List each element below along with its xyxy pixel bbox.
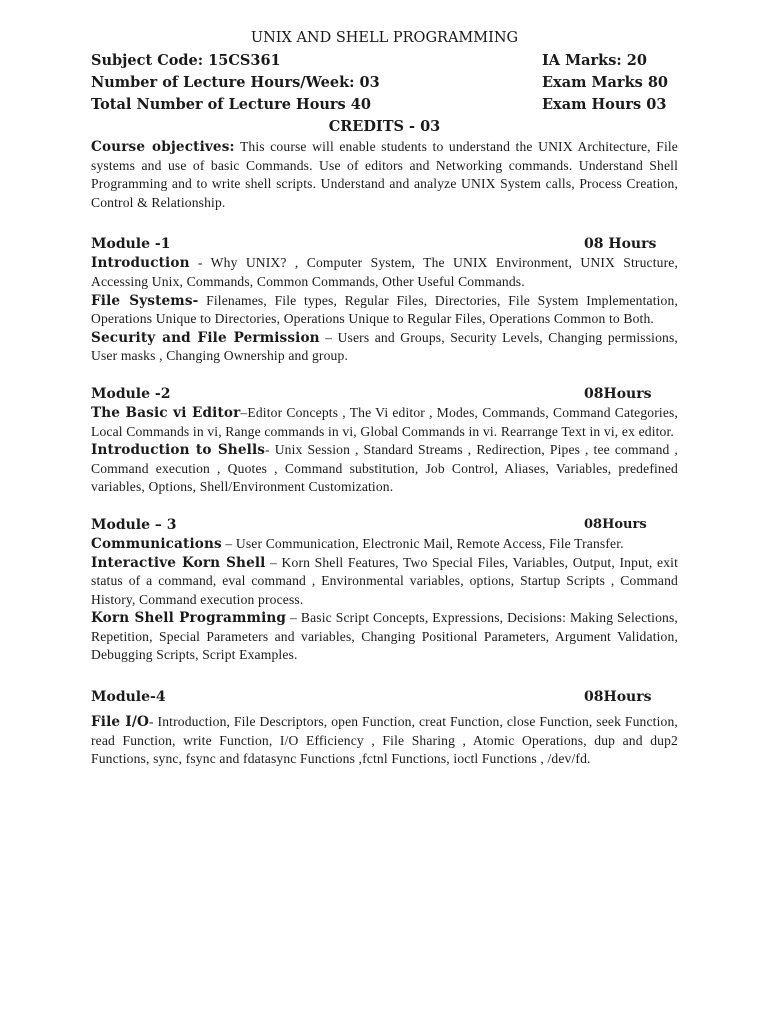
topic-text: – Basic Script Concepts, Expressions, Decisions: Making Selections, Repetition, Special Parameters and variables, Changing Positional Parameters, Argument Validation, Debugging Scripts, Script Examples. bbox=[91, 610, 678, 663]
topic-text: - Unix Session , Standard Streams , Redirection, Pipes , tee command , Command execution , Quotes , Command substitution, Job Control, Aliases, Variables, predefined variables, Options, Shell/Environment Customization. bbox=[91, 442, 678, 495]
subject-code-row bbox=[91, 50, 678, 72]
subject-code: Subject Code: 15CS361 bbox=[91, 52, 281, 69]
lecture-hours-week: Number of Lecture Hours/Week: 03 bbox=[91, 74, 380, 91]
objectives-text: This course will enable students to understand the UNIX Architecture, File systems and use of basic Commands. Use of editors and Networking commands. Understand Shell Programming and to write shell scripts. Understand and analyze UNIX System calls, Process Creation, Control & Relationship. bbox=[91, 139, 678, 210]
topic-label: Communications bbox=[91, 535, 222, 552]
exam-marks: Exam Marks 80 bbox=[542, 74, 669, 91]
module-4-hours: 08Hours bbox=[584, 689, 652, 706]
topic-text: – Korn Shell Features, Two Special Files, Variables, Output, Input, exit status of a command, eval command , Environmental variables, options, Startup Scripts , Command History, Command execution process. bbox=[91, 554, 678, 607]
module-2-title: Module -2 bbox=[91, 385, 171, 402]
topic-label: Interactive Korn Shell bbox=[91, 554, 266, 571]
lecture-hours-row bbox=[91, 72, 678, 94]
total-hours-row bbox=[91, 94, 678, 116]
exam-hours: Exam Hours 03 bbox=[542, 96, 667, 113]
ia-marks: IA Marks: 20 bbox=[542, 52, 647, 69]
module-1-title: Module -1 bbox=[91, 236, 171, 253]
module-4-title: Module-4 bbox=[91, 689, 166, 706]
course-title: UNIX AND SHELL PROGRAMMING bbox=[250, 30, 519, 46]
module-2-topic bbox=[91, 441, 678, 497]
credits: CREDITS - 03 bbox=[328, 118, 441, 135]
topic-label: Security and File Permission bbox=[91, 329, 320, 346]
module-1-topic bbox=[91, 254, 678, 291]
topic-label: File I/O bbox=[91, 714, 150, 731]
course-objectives bbox=[91, 138, 678, 212]
module-2-topic bbox=[91, 404, 678, 441]
module-3-topic bbox=[91, 554, 678, 610]
topic-text: - Introduction, File Descriptors, open Function, creat Function, close Function, seek Function, read Function, write Function, I/O Efficiency , File Sharing , Atomic Operations, dup and dup2 Functions, sync, fsync and fdatasync Functions ,fctnl Functions, ioctl Functions , /dev/fd. bbox=[91, 714, 678, 767]
topic-text: – User Communication, Electronic Mail, Remote Access, File Transfer. bbox=[221, 535, 624, 551]
module-1-topic bbox=[91, 292, 678, 329]
syllabus-page bbox=[91, 30, 678, 769]
module-3-hours: 08Hours bbox=[584, 516, 647, 532]
module-3-heading bbox=[91, 515, 678, 535]
module-4-heading bbox=[91, 687, 678, 707]
topic-label: File Systems- bbox=[91, 292, 199, 309]
module-1-hours: 08 Hours bbox=[584, 236, 657, 253]
module-1-heading bbox=[91, 234, 678, 254]
total-lecture-hours: Total Number of Lecture Hours 40 bbox=[91, 96, 371, 113]
topic-label: The Basic vi Editor bbox=[91, 404, 241, 421]
module-2-hours: 08Hours bbox=[584, 385, 652, 402]
module-2-heading bbox=[91, 384, 678, 404]
topic-text: –Editor Concepts , The Vi editor , Modes, Commands, Command Categories, Local Commands in vi, Range commands in vi, Global Commands in vi. Rearrange Text in vi, ex editor. bbox=[91, 404, 678, 439]
module-1-topic bbox=[91, 329, 678, 366]
module-4-topic bbox=[91, 713, 678, 769]
topic-label: Introduction to Shells bbox=[91, 442, 266, 459]
module-3-title: Module – 3 bbox=[91, 516, 177, 533]
topic-text: Filenames, File types, Regular Files, Directories, File System Implementation, Operations Unique to Directories, Operations Unique to Regular Files, Operations Common to Both. bbox=[91, 292, 678, 327]
topic-text: - Why UNIX? , Computer System, The UNIX Environment, UNIX Structure, Accessing Unix, Commands, Common Commands, Other Useful Commands. bbox=[91, 255, 678, 289]
topic-label: Korn Shell Programming bbox=[91, 610, 287, 627]
topic-text: – Users and Groups, Security Levels, Changing permissions, User masks , Changing Ownership and group. bbox=[91, 329, 678, 364]
module-3-topic bbox=[91, 535, 678, 554]
objectives-label: Course objectives: bbox=[91, 139, 235, 155]
topic-label: Introduction bbox=[91, 255, 190, 272]
module-3-topic bbox=[91, 609, 678, 665]
